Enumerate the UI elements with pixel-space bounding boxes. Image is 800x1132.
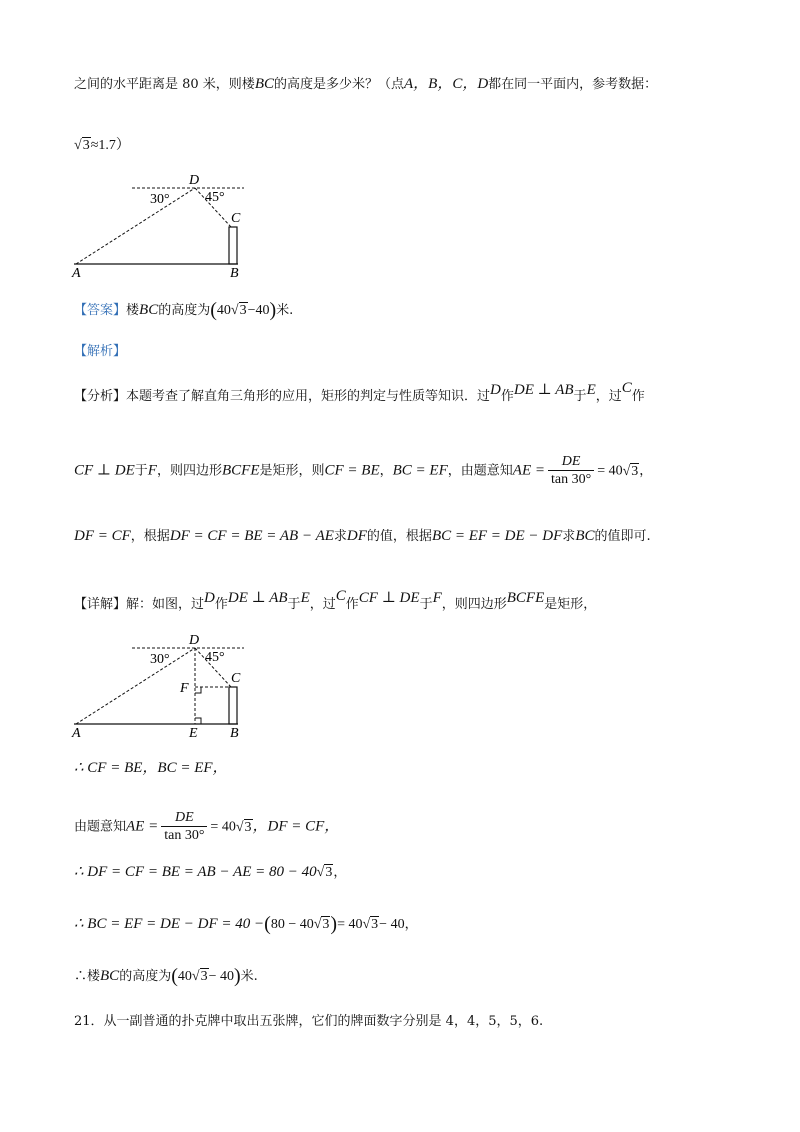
math-bc: BC: [139, 302, 159, 318]
fenxi-text: ，根据: [130, 529, 170, 544]
fenxi-text: 的值即可.: [594, 529, 651, 544]
fenxi-text: 的值，根据: [366, 529, 432, 544]
analysis-tag: 【解析】: [74, 344, 127, 359]
fenxi-text: ，过: [595, 389, 622, 404]
detail-text: 是矩形，: [544, 597, 597, 612]
math-expr: DF = CF = BE = AB − AE: [169, 528, 334, 544]
angle-45: 45°: [205, 190, 225, 205]
sqrt-expression: √3: [74, 138, 90, 153]
fraction-num: DE: [161, 810, 207, 827]
math-bc: BC: [575, 528, 595, 544]
fraction: [161, 810, 207, 844]
detail-tag: 【详解】: [74, 597, 127, 612]
math-expr: = 40: [210, 819, 236, 835]
math-expr: CF = BE: [324, 462, 380, 479]
math-expr: BC = EF = DE − DF: [431, 528, 563, 544]
problem-line-1: [74, 74, 657, 95]
fenxi-text: 求: [562, 529, 576, 544]
label-e: E: [189, 726, 198, 741]
detail-text: 由题意知: [74, 819, 127, 835]
sqrt-radicand: 3: [200, 969, 208, 984]
fenxi-text: 于: [573, 389, 587, 404]
math-f: F: [147, 462, 157, 479]
detail-step-4: ∴ BC = EF = DE − DF = 40 −(80 − 40√3)= 40√3− 40，: [74, 913, 418, 935]
fenxi-line-2: CF ⊥ DE于F，则四边形BCFE是矩形，则CF = BE，BC = EF，由题意知AE = $\frac{DE}{\tan 30^\circ}$ = 40√3，: [74, 454, 653, 487]
math-bcfe: BCFE: [506, 590, 545, 606]
answer-text: 楼: [126, 303, 140, 318]
fenxi-text: 作: [500, 389, 514, 404]
fraction-den: tan 30°: [164, 828, 205, 843]
math-expr: ，DF = CF，: [252, 818, 340, 835]
problem-figure: [70, 170, 260, 282]
sqrt-radicand: 3: [631, 463, 639, 479]
math-e: E: [586, 382, 596, 398]
fraction-num: DE: [548, 454, 594, 471]
detail-text: 于: [287, 597, 301, 612]
detail-line-1: [74, 586, 596, 615]
detail-text: 作: [214, 597, 228, 612]
label-c: C: [231, 671, 241, 686]
answer-unit: 米.: [276, 303, 294, 318]
detail-text: 于: [419, 597, 433, 612]
problem-text: 都在同一平面内，参考数据：: [488, 77, 658, 92]
detail-step-3: ∴ DF = CF = BE = AB − AE = 80 − 40√3，: [74, 864, 347, 880]
fenxi-text: ，则四边形: [156, 463, 222, 479]
fraction-den: tan 30°: [550, 472, 592, 487]
fenxi-text: ，: [639, 463, 653, 479]
math-number: 40: [216, 303, 231, 318]
detail-text: ，则四边形: [441, 597, 507, 612]
fenxi-text: 求: [333, 529, 347, 544]
math-c: C: [335, 588, 346, 604]
sqrt-radicand: 3: [82, 138, 90, 153]
fenxi-tag: 【分析】: [74, 389, 127, 404]
math-expr: AE =: [512, 462, 545, 479]
math-d: D: [204, 590, 215, 606]
problem-text: 之间的水平距离是 80 米，则楼: [74, 77, 255, 92]
math-number: 40: [177, 969, 192, 984]
detail-text: ∴楼: [74, 969, 101, 984]
label-b: B: [230, 726, 239, 741]
fenxi-line-1: [74, 378, 645, 407]
fenxi-text: 于: [134, 463, 148, 479]
math-expr: ∴ DF = CF = BE = AB − AE = 80 − 40: [74, 864, 317, 880]
math-c: C: [621, 380, 632, 396]
detail-step-1: [74, 758, 228, 779]
fenxi-text: ，: [379, 463, 393, 479]
approx-value: ≈1.7）: [90, 138, 130, 153]
math-f: F: [432, 590, 442, 606]
sqrt-radicand: 3: [239, 303, 247, 318]
detail-figure: [70, 630, 260, 742]
label-d: D: [189, 173, 200, 188]
math-number: −40: [247, 303, 270, 318]
math-expr: − 40: [379, 917, 405, 932]
angle-30: 30°: [150, 192, 170, 207]
math-expr: CF ⊥ DE: [74, 462, 135, 479]
sqrt-radicand: 3: [325, 865, 333, 880]
math-expr: AE =: [126, 818, 159, 835]
label-d: D: [189, 633, 200, 648]
sqrt-radicand: 3: [371, 917, 379, 932]
fenxi-text: 本题考查了解直角三角形的应用，矩形的判定与性质等知识．过: [126, 389, 491, 404]
label-a: A: [72, 266, 81, 281]
detail-step-2: 由题意知AE = $\frac{DE}{\tan 30^\circ}$ = 40√3，DF = CF，: [74, 810, 340, 843]
label-f: F: [180, 681, 189, 696]
math-points: A，B，C，D: [404, 76, 489, 92]
detail-text: ，过: [309, 597, 336, 612]
answer-line: 【答案】楼BC的高度为(40√3−40)米.: [74, 299, 294, 321]
fenxi-text: ，由题意知: [447, 463, 513, 479]
math-expr: DE ⊥ AB: [513, 382, 574, 398]
answer-text: 的高度为: [158, 303, 211, 318]
math-bcfe: BCFE: [221, 462, 260, 479]
problem-text: 的高度是多少米？（点: [273, 77, 404, 92]
answer-tag: 【答案】: [74, 303, 127, 318]
sqrt-radicand: 3: [322, 917, 330, 932]
detail-text: 的高度为: [119, 969, 172, 984]
label-a: A: [72, 726, 81, 741]
fenxi-text: 是矩形，则: [259, 463, 325, 479]
problem-line-2: [74, 136, 130, 156]
math-expr: ∴ BC = EF = DE − DF = 40 −: [74, 916, 265, 932]
fenxi-line-3: [74, 526, 651, 547]
detail-text: ，: [333, 865, 347, 880]
detail-step-5: ∴楼BC的高度为(40√3− 40)米.: [74, 965, 258, 987]
math-e: E: [300, 590, 310, 606]
math-expr: ∴ CF = BE，BC = EF，: [74, 760, 228, 776]
detail-text: 作: [345, 597, 359, 612]
math-d: D: [490, 382, 501, 398]
angle-30: 30°: [150, 652, 170, 667]
fraction: [548, 454, 594, 488]
detail-text: ，: [404, 917, 418, 932]
math-expr: CF ⊥ DE: [358, 590, 420, 606]
math-df: DF: [346, 528, 367, 544]
math-expr: BC = EF: [392, 462, 448, 479]
math-bc: BC: [100, 968, 120, 984]
label-b: B: [230, 266, 239, 281]
math-number: − 40: [208, 969, 234, 984]
next-question: 21．从一副普通的扑克牌中取出五张牌，它们的牌面数字分别是 4，4，5，5，6.: [74, 1014, 544, 1029]
math-bc: BC: [254, 76, 274, 92]
math-expr: = 40: [597, 463, 623, 479]
angle-45: 45°: [205, 650, 225, 665]
fenxi-text: 作: [631, 389, 645, 404]
answer-unit: 米.: [240, 969, 258, 984]
label-c: C: [231, 211, 241, 226]
math-expr: DF = CF: [74, 528, 131, 544]
math-expr: DE ⊥ AB: [227, 590, 288, 606]
math-expr: 80 − 40: [270, 917, 314, 932]
math-expr: = 40: [337, 917, 363, 932]
sqrt-radicand: 3: [244, 819, 252, 835]
detail-text: 解：如图，过: [126, 597, 205, 612]
